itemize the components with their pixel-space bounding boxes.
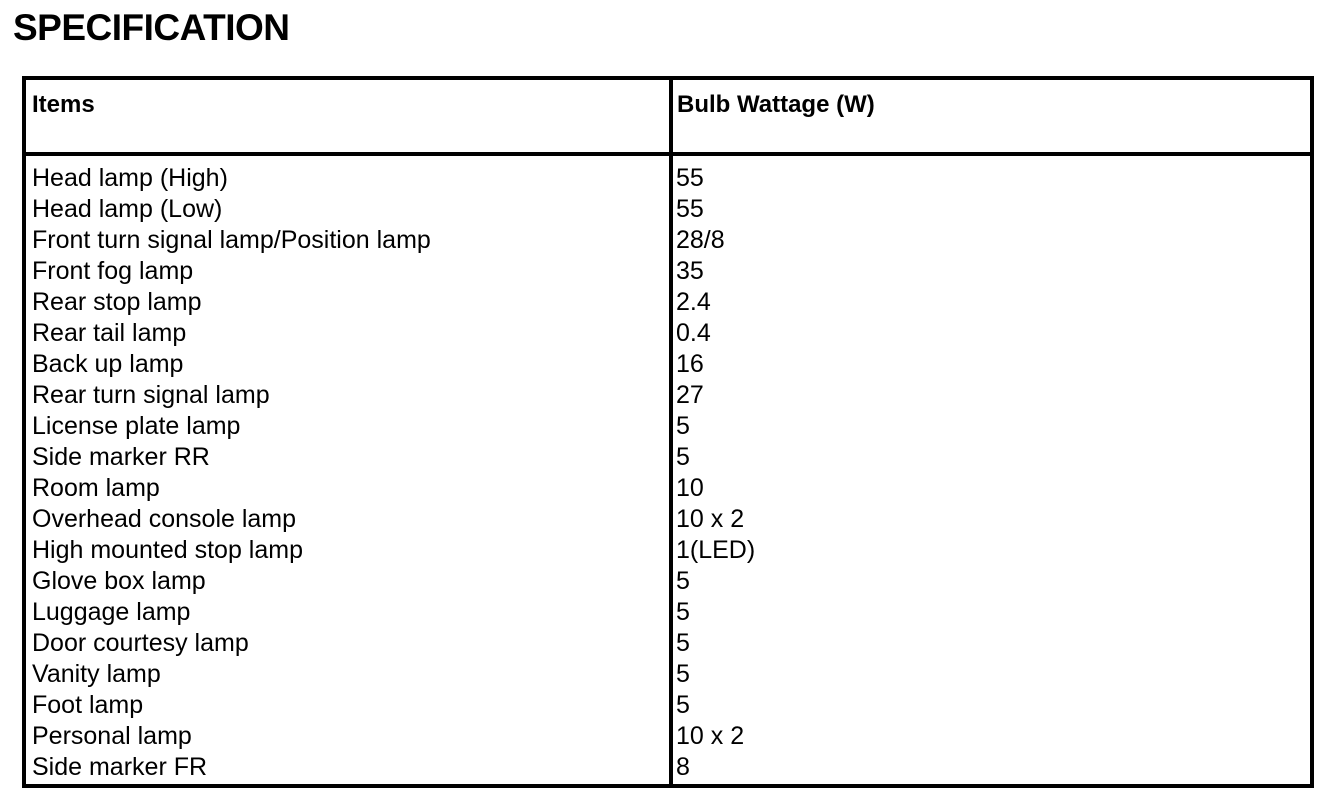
item-cell: Rear tail lamp [32, 319, 187, 347]
item-cell: License plate lamp [32, 412, 241, 440]
table-row [26, 752, 1310, 783]
item-cell: Vanity lamp [32, 660, 161, 688]
item-cell: Head lamp (High) [32, 164, 228, 192]
item-cell: Side marker FR [32, 753, 208, 781]
spec-table [22, 76, 1314, 788]
wattage-cell: 5 [676, 443, 690, 471]
table-row [26, 721, 1310, 752]
table-row [26, 566, 1310, 597]
table-row [26, 659, 1310, 690]
wattage-cell: 55 [676, 195, 704, 223]
table-row [26, 349, 1310, 380]
item-cell: Door courtesy lamp [32, 629, 249, 657]
table-row [26, 163, 1310, 194]
header-divider [26, 152, 1310, 156]
item-cell: Foot lamp [32, 691, 144, 719]
item-cell: High mounted stop lamp [32, 536, 303, 564]
table-row [26, 504, 1310, 535]
wattage-cell: 28/8 [676, 226, 725, 254]
table-row [26, 597, 1310, 628]
wattage-cell: 0.4 [676, 319, 711, 347]
wattage-cell: 10 [676, 474, 704, 502]
table-row [26, 380, 1310, 411]
table-row [26, 256, 1310, 287]
wattage-cell: 5 [676, 660, 690, 688]
item-cell: Overhead console lamp [32, 505, 297, 533]
item-cell: Luggage lamp [32, 598, 191, 626]
table-row [26, 225, 1310, 256]
wattage-cell: 10 x 2 [676, 722, 745, 750]
table-row [26, 535, 1310, 566]
header-items: Items [32, 91, 95, 118]
wattage-cell: 5 [676, 598, 690, 626]
wattage-cell: 16 [676, 350, 704, 378]
wattage-cell: 2.4 [676, 288, 711, 316]
table-row [26, 628, 1310, 659]
table-row [26, 473, 1310, 504]
item-cell: Room lamp [32, 474, 160, 502]
table-row [26, 411, 1310, 442]
item-cell: Front turn signal lamp/Position lamp [32, 226, 431, 254]
table-row [26, 690, 1310, 721]
table-row [26, 318, 1310, 349]
page-title: SPECIFICATION [13, 7, 290, 48]
item-cell: Back up lamp [32, 350, 184, 378]
table-row [26, 194, 1310, 225]
wattage-cell: 10 x 2 [676, 505, 745, 533]
wattage-cell: 5 [676, 691, 690, 719]
wattage-cell: 8 [676, 753, 690, 781]
header-bulb-wattage: Bulb Wattage (W) [677, 91, 875, 118]
item-cell: Rear turn signal lamp [32, 381, 270, 409]
table-body [26, 163, 1310, 783]
wattage-cell: 5 [676, 567, 690, 595]
wattage-cell: 1(LED) [676, 536, 756, 564]
wattage-cell: 5 [676, 412, 690, 440]
wattage-cell: 27 [676, 381, 704, 409]
wattage-cell: 35 [676, 257, 704, 285]
item-cell: Front fog lamp [32, 257, 194, 285]
item-cell: Rear stop lamp [32, 288, 202, 316]
table-row [26, 442, 1310, 473]
wattage-cell: 55 [676, 164, 704, 192]
item-cell: Personal lamp [32, 722, 192, 750]
table-row [26, 287, 1310, 318]
item-cell: Head lamp (Low) [32, 195, 223, 223]
wattage-cell: 5 [676, 629, 690, 657]
item-cell: Glove box lamp [32, 567, 206, 595]
item-cell: Side marker RR [32, 443, 210, 471]
